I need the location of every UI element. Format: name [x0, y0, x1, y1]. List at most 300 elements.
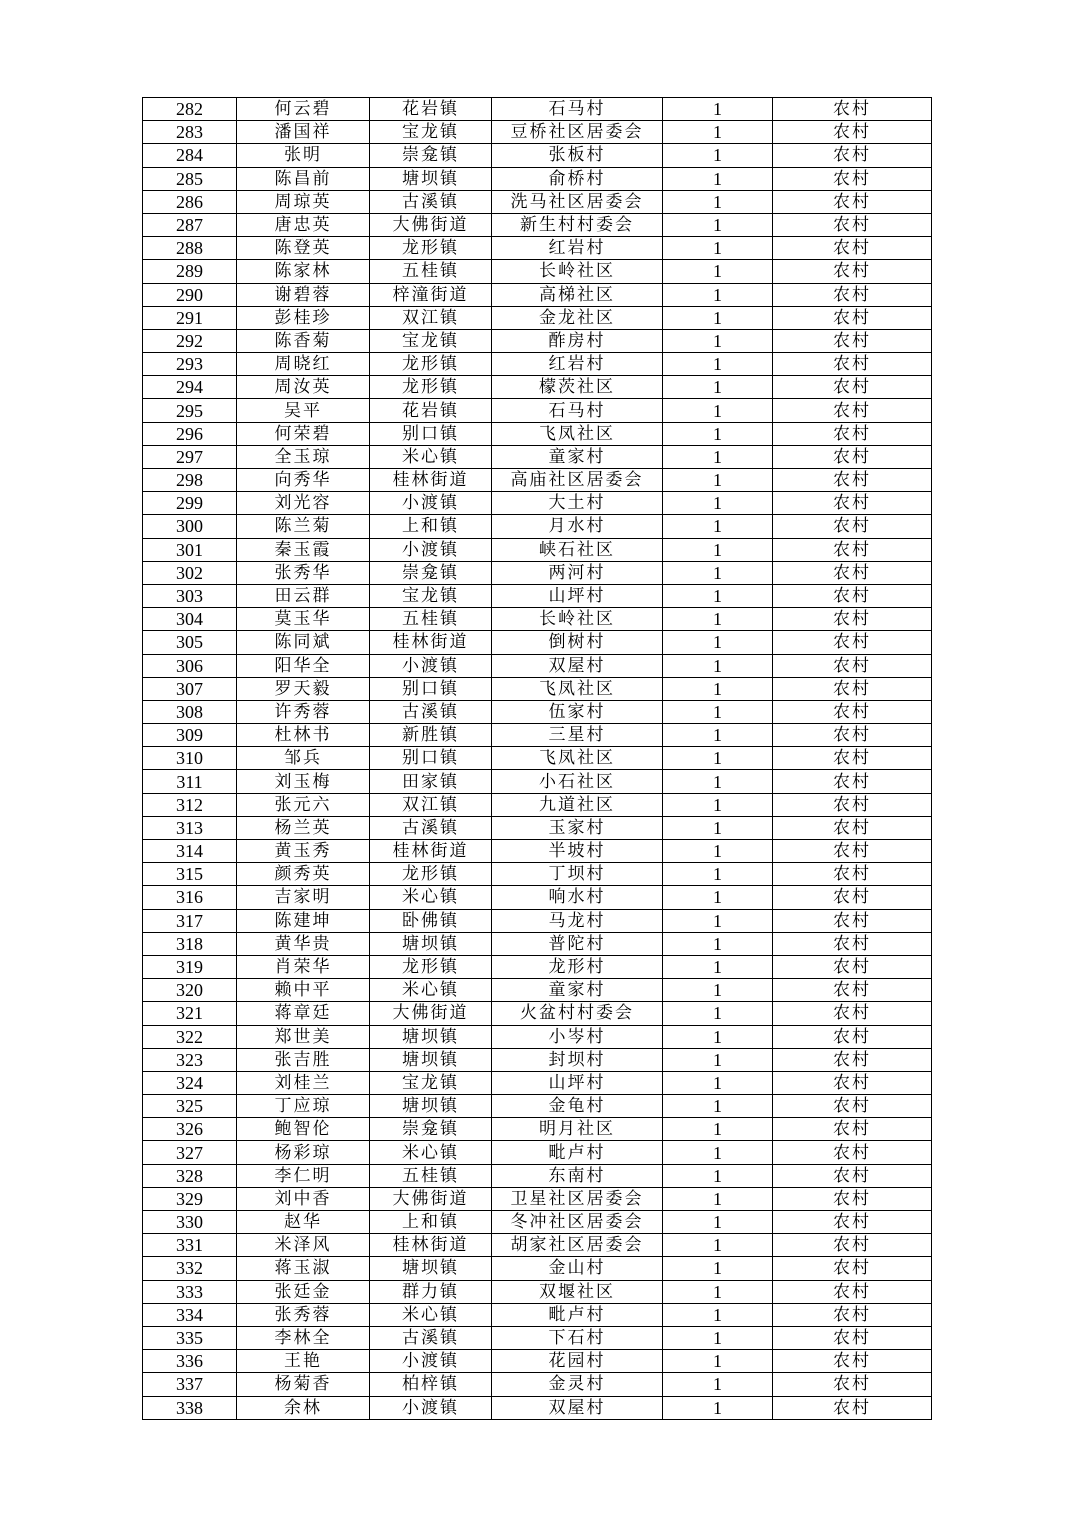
category-cell: 农村: [773, 1303, 932, 1326]
row-number-cell: 302: [143, 561, 237, 584]
table-row: [143, 1350, 932, 1373]
row-number-cell: 335: [143, 1326, 237, 1349]
town-cell: 崇龛镇: [370, 561, 492, 584]
town-cell: 塘坝镇: [370, 932, 492, 955]
table-row: [143, 1303, 932, 1326]
name-cell: 谢碧蓉: [237, 283, 370, 306]
table-row: [143, 399, 932, 422]
town-cell: 小渡镇: [370, 1350, 492, 1373]
village-cell: 石马村: [492, 98, 663, 121]
count-cell: 1: [663, 445, 773, 468]
village-cell: 金山村: [492, 1257, 663, 1280]
table-row: [143, 886, 932, 909]
table-row: [143, 1025, 932, 1048]
name-cell: 秦玉霞: [237, 538, 370, 561]
village-cell: 卫星社区居委会: [492, 1187, 663, 1210]
name-cell: 余林: [237, 1396, 370, 1419]
village-cell: 酢房村: [492, 329, 663, 352]
town-cell: 塘坝镇: [370, 1257, 492, 1280]
table-row: [143, 260, 932, 283]
table-row: [143, 747, 932, 770]
row-number-cell: 305: [143, 631, 237, 654]
count-cell: 1: [663, 329, 773, 352]
row-number-cell: 288: [143, 237, 237, 260]
village-cell: 豆桥社区居委会: [492, 121, 663, 144]
table-row: [143, 1141, 932, 1164]
count-cell: 1: [663, 1234, 773, 1257]
name-cell: 陈家林: [237, 260, 370, 283]
name-cell: 向秀华: [237, 469, 370, 492]
category-cell: 农村: [773, 144, 932, 167]
row-number-cell: 294: [143, 376, 237, 399]
table-row: [143, 1095, 932, 1118]
row-number-cell: 323: [143, 1048, 237, 1071]
count-cell: 1: [663, 1164, 773, 1187]
category-cell: 农村: [773, 561, 932, 584]
town-cell: 上和镇: [370, 1211, 492, 1234]
name-cell: 杨兰英: [237, 816, 370, 839]
table-row: [143, 561, 932, 584]
row-number-cell: 310: [143, 747, 237, 770]
town-cell: 崇龛镇: [370, 1118, 492, 1141]
town-cell: 塘坝镇: [370, 1048, 492, 1071]
table-row: [143, 190, 932, 213]
table-row: [143, 654, 932, 677]
count-cell: 1: [663, 770, 773, 793]
table-row: [143, 1071, 932, 1094]
row-number-cell: 282: [143, 98, 237, 121]
table-row: [143, 932, 932, 955]
count-cell: 1: [663, 190, 773, 213]
count-cell: 1: [663, 260, 773, 283]
town-cell: 龙形镇: [370, 353, 492, 376]
village-cell: 东南村: [492, 1164, 663, 1187]
row-number-cell: 327: [143, 1141, 237, 1164]
name-cell: 郑世美: [237, 1025, 370, 1048]
row-number-cell: 333: [143, 1280, 237, 1303]
table-row: [143, 492, 932, 515]
row-number-cell: 292: [143, 329, 237, 352]
village-cell: 响水村: [492, 886, 663, 909]
town-cell: 宝龙镇: [370, 584, 492, 607]
table-row: [143, 608, 932, 631]
name-cell: 李林全: [237, 1326, 370, 1349]
table-row: [143, 98, 932, 121]
table-row: [143, 700, 932, 723]
town-cell: 别口镇: [370, 747, 492, 770]
village-cell: 童家村: [492, 979, 663, 1002]
count-cell: 1: [663, 492, 773, 515]
village-cell: 花园村: [492, 1350, 663, 1373]
row-number-cell: 318: [143, 932, 237, 955]
count-cell: 1: [663, 1025, 773, 1048]
town-cell: 古溪镇: [370, 816, 492, 839]
town-cell: 米心镇: [370, 886, 492, 909]
village-cell: 红岩村: [492, 353, 663, 376]
table-row: [143, 1257, 932, 1280]
name-cell: 阳华全: [237, 654, 370, 677]
count-cell: 1: [663, 677, 773, 700]
name-cell: 吴平: [237, 399, 370, 422]
category-cell: 农村: [773, 631, 932, 654]
name-cell: 陈登英: [237, 237, 370, 260]
table-row: [143, 863, 932, 886]
table-row: [143, 144, 932, 167]
town-cell: 古溪镇: [370, 190, 492, 213]
row-number-cell: 299: [143, 492, 237, 515]
category-cell: 农村: [773, 376, 932, 399]
town-cell: 米心镇: [370, 445, 492, 468]
row-number-cell: 289: [143, 260, 237, 283]
name-cell: 张廷金: [237, 1280, 370, 1303]
category-cell: 农村: [773, 1025, 932, 1048]
row-number-cell: 336: [143, 1350, 237, 1373]
table-row: [143, 1211, 932, 1234]
category-cell: 农村: [773, 121, 932, 144]
count-cell: 1: [663, 724, 773, 747]
village-cell: 飞凤社区: [492, 747, 663, 770]
name-cell: 彭桂珍: [237, 306, 370, 329]
category-cell: 农村: [773, 1350, 932, 1373]
category-cell: 农村: [773, 399, 932, 422]
village-cell: 玉家村: [492, 816, 663, 839]
category-cell: 农村: [773, 770, 932, 793]
name-cell: 蒋玉淑: [237, 1257, 370, 1280]
village-cell: 伍家村: [492, 700, 663, 723]
row-number-cell: 325: [143, 1095, 237, 1118]
town-cell: 五桂镇: [370, 260, 492, 283]
town-cell: 宝龙镇: [370, 1071, 492, 1094]
category-cell: 农村: [773, 700, 932, 723]
name-cell: 罗天毅: [237, 677, 370, 700]
village-cell: 马龙村: [492, 909, 663, 932]
name-cell: 赖中平: [237, 979, 370, 1002]
table-row: [143, 909, 932, 932]
name-cell: 许秀蓉: [237, 700, 370, 723]
table-row: [143, 724, 932, 747]
town-cell: 龙形镇: [370, 237, 492, 260]
category-cell: 农村: [773, 677, 932, 700]
count-cell: 1: [663, 353, 773, 376]
village-cell: 下石村: [492, 1326, 663, 1349]
count-cell: 1: [663, 144, 773, 167]
table-row: [143, 979, 932, 1002]
row-number-cell: 337: [143, 1373, 237, 1396]
village-cell: 飞凤社区: [492, 422, 663, 445]
category-cell: 农村: [773, 1002, 932, 1025]
town-cell: 五桂镇: [370, 608, 492, 631]
count-cell: 1: [663, 469, 773, 492]
row-number-cell: 319: [143, 955, 237, 978]
name-cell: 杨彩琼: [237, 1141, 370, 1164]
table-row: [143, 770, 932, 793]
table-row: [143, 631, 932, 654]
town-cell: 小渡镇: [370, 538, 492, 561]
count-cell: 1: [663, 1350, 773, 1373]
row-number-cell: 303: [143, 584, 237, 607]
name-cell: 蒋章廷: [237, 1002, 370, 1025]
row-number-cell: 291: [143, 306, 237, 329]
name-cell: 张秀华: [237, 561, 370, 584]
count-cell: 1: [663, 1303, 773, 1326]
category-cell: 农村: [773, 1396, 932, 1419]
name-cell: 陈兰菊: [237, 515, 370, 538]
count-cell: 1: [663, 955, 773, 978]
village-cell: 飞凤社区: [492, 677, 663, 700]
name-cell: 全玉琼: [237, 445, 370, 468]
town-cell: 卧佛镇: [370, 909, 492, 932]
village-cell: 高梯社区: [492, 283, 663, 306]
village-cell: 倒树村: [492, 631, 663, 654]
name-cell: 李仁明: [237, 1164, 370, 1187]
row-number-cell: 317: [143, 909, 237, 932]
table-row: [143, 306, 932, 329]
name-cell: 张明: [237, 144, 370, 167]
village-cell: 童家村: [492, 445, 663, 468]
row-number-cell: 331: [143, 1234, 237, 1257]
row-number-cell: 322: [143, 1025, 237, 1048]
category-cell: 农村: [773, 469, 932, 492]
name-cell: 丁应琼: [237, 1095, 370, 1118]
town-cell: 古溪镇: [370, 1326, 492, 1349]
town-cell: 双江镇: [370, 306, 492, 329]
category-cell: 农村: [773, 816, 932, 839]
town-cell: 小渡镇: [370, 654, 492, 677]
name-cell: 陈建坤: [237, 909, 370, 932]
town-cell: 小渡镇: [370, 1396, 492, 1419]
row-number-cell: 309: [143, 724, 237, 747]
category-cell: 农村: [773, 979, 932, 1002]
town-cell: 塘坝镇: [370, 167, 492, 190]
table-row: [143, 1118, 932, 1141]
category-cell: 农村: [773, 584, 932, 607]
name-cell: 鲍智伦: [237, 1118, 370, 1141]
row-number-cell: 290: [143, 283, 237, 306]
row-number-cell: 314: [143, 840, 237, 863]
table-row: [143, 538, 932, 561]
row-number-cell: 283: [143, 121, 237, 144]
town-cell: 柏梓镇: [370, 1373, 492, 1396]
row-number-cell: 285: [143, 167, 237, 190]
row-number-cell: 315: [143, 863, 237, 886]
row-number-cell: 311: [143, 770, 237, 793]
count-cell: 1: [663, 816, 773, 839]
row-number-cell: 328: [143, 1164, 237, 1187]
row-number-cell: 338: [143, 1396, 237, 1419]
count-cell: 1: [663, 886, 773, 909]
row-number-cell: 298: [143, 469, 237, 492]
village-cell: 月水村: [492, 515, 663, 538]
table-row: [143, 237, 932, 260]
row-number-cell: 300: [143, 515, 237, 538]
count-cell: 1: [663, 515, 773, 538]
village-cell: 红岩村: [492, 237, 663, 260]
village-cell: 毗卢村: [492, 1303, 663, 1326]
name-cell: 吉家明: [237, 886, 370, 909]
category-cell: 农村: [773, 932, 932, 955]
village-cell: 山坪村: [492, 1071, 663, 1094]
village-cell: 胡家社区居委会: [492, 1234, 663, 1257]
count-cell: 1: [663, 979, 773, 1002]
table-row: [143, 1280, 932, 1303]
category-cell: 农村: [773, 190, 932, 213]
table-row: [143, 445, 932, 468]
category-cell: 农村: [773, 329, 932, 352]
category-cell: 农村: [773, 863, 932, 886]
count-cell: 1: [663, 793, 773, 816]
count-cell: 1: [663, 1373, 773, 1396]
town-cell: 米心镇: [370, 979, 492, 1002]
count-cell: 1: [663, 584, 773, 607]
village-cell: 丁坝村: [492, 863, 663, 886]
name-cell: 莫玉华: [237, 608, 370, 631]
category-cell: 农村: [773, 260, 932, 283]
town-cell: 别口镇: [370, 677, 492, 700]
category-cell: 农村: [773, 1118, 932, 1141]
roster-table: [142, 97, 932, 1420]
name-cell: 周汝英: [237, 376, 370, 399]
row-number-cell: 320: [143, 979, 237, 1002]
row-number-cell: 334: [143, 1303, 237, 1326]
town-cell: 小渡镇: [370, 492, 492, 515]
category-cell: 农村: [773, 167, 932, 190]
village-cell: 金灵村: [492, 1373, 663, 1396]
row-number-cell: 312: [143, 793, 237, 816]
town-cell: 桂林街道: [370, 469, 492, 492]
table-row: [143, 793, 932, 816]
town-cell: 米心镇: [370, 1303, 492, 1326]
table-row: [143, 329, 932, 352]
row-number-cell: 304: [143, 608, 237, 631]
row-number-cell: 330: [143, 1211, 237, 1234]
village-cell: 小岑村: [492, 1025, 663, 1048]
town-cell: 古溪镇: [370, 700, 492, 723]
village-cell: 金龙社区: [492, 306, 663, 329]
row-number-cell: 332: [143, 1257, 237, 1280]
name-cell: 刘光容: [237, 492, 370, 515]
town-cell: 大佛街道: [370, 1187, 492, 1210]
village-cell: 九道社区: [492, 793, 663, 816]
village-cell: 长岭社区: [492, 260, 663, 283]
village-cell: 高庙社区居委会: [492, 469, 663, 492]
category-cell: 农村: [773, 608, 932, 631]
count-cell: 1: [663, 631, 773, 654]
table-row: [143, 1164, 932, 1187]
village-cell: 新生村村委会: [492, 213, 663, 236]
town-cell: 塘坝镇: [370, 1095, 492, 1118]
count-cell: 1: [663, 1396, 773, 1419]
row-number-cell: 329: [143, 1187, 237, 1210]
category-cell: 农村: [773, 747, 932, 770]
town-cell: 宝龙镇: [370, 329, 492, 352]
village-cell: 张板村: [492, 144, 663, 167]
count-cell: 1: [663, 422, 773, 445]
count-cell: 1: [663, 1280, 773, 1303]
name-cell: 黄华贵: [237, 932, 370, 955]
town-cell: 龙形镇: [370, 376, 492, 399]
town-cell: 花岩镇: [370, 399, 492, 422]
village-cell: 普陀村: [492, 932, 663, 955]
category-cell: 农村: [773, 1187, 932, 1210]
town-cell: 宝龙镇: [370, 121, 492, 144]
village-cell: 檬茨社区: [492, 376, 663, 399]
town-cell: 田家镇: [370, 770, 492, 793]
town-cell: 群力镇: [370, 1280, 492, 1303]
category-cell: 农村: [773, 1095, 932, 1118]
village-cell: 金龟村: [492, 1095, 663, 1118]
row-number-cell: 297: [143, 445, 237, 468]
table-row: [143, 816, 932, 839]
name-cell: 张元六: [237, 793, 370, 816]
count-cell: 1: [663, 399, 773, 422]
village-cell: 俞桥村: [492, 167, 663, 190]
village-cell: 毗卢村: [492, 1141, 663, 1164]
category-cell: 农村: [773, 1071, 932, 1094]
count-cell: 1: [663, 863, 773, 886]
name-cell: 陈香菊: [237, 329, 370, 352]
name-cell: 赵华: [237, 1211, 370, 1234]
village-cell: 三星村: [492, 724, 663, 747]
count-cell: 1: [663, 1187, 773, 1210]
village-cell: 小石社区: [492, 770, 663, 793]
village-cell: 封坝村: [492, 1048, 663, 1071]
category-cell: 农村: [773, 955, 932, 978]
village-cell: 长岭社区: [492, 608, 663, 631]
table-row: [143, 955, 932, 978]
category-cell: 农村: [773, 1373, 932, 1396]
category-cell: 农村: [773, 1257, 932, 1280]
count-cell: 1: [663, 1048, 773, 1071]
town-cell: 新胜镇: [370, 724, 492, 747]
count-cell: 1: [663, 840, 773, 863]
town-cell: 大佛街道: [370, 1002, 492, 1025]
category-cell: 农村: [773, 237, 932, 260]
count-cell: 1: [663, 98, 773, 121]
row-number-cell: 287: [143, 213, 237, 236]
town-cell: 双江镇: [370, 793, 492, 816]
row-number-cell: 301: [143, 538, 237, 561]
count-cell: 1: [663, 538, 773, 561]
count-cell: 1: [663, 932, 773, 955]
count-cell: 1: [663, 1211, 773, 1234]
count-cell: 1: [663, 306, 773, 329]
category-cell: 农村: [773, 283, 932, 306]
count-cell: 1: [663, 1002, 773, 1025]
table-row: [143, 422, 932, 445]
count-cell: 1: [663, 1141, 773, 1164]
table-row: [143, 840, 932, 863]
row-number-cell: 296: [143, 422, 237, 445]
row-number-cell: 321: [143, 1002, 237, 1025]
village-cell: 两河村: [492, 561, 663, 584]
document-page: [142, 97, 931, 1420]
name-cell: 刘桂兰: [237, 1071, 370, 1094]
table-row: [143, 213, 932, 236]
table-row: [143, 1187, 932, 1210]
name-cell: 颜秀英: [237, 863, 370, 886]
table-row: [143, 1048, 932, 1071]
row-number-cell: 306: [143, 654, 237, 677]
village-cell: 双屋村: [492, 1396, 663, 1419]
table-row: [143, 584, 932, 607]
name-cell: 周晓红: [237, 353, 370, 376]
village-cell: 冬冲社区居委会: [492, 1211, 663, 1234]
row-number-cell: 284: [143, 144, 237, 167]
category-cell: 农村: [773, 793, 932, 816]
count-cell: 1: [663, 237, 773, 260]
category-cell: 农村: [773, 213, 932, 236]
name-cell: 潘国祥: [237, 121, 370, 144]
